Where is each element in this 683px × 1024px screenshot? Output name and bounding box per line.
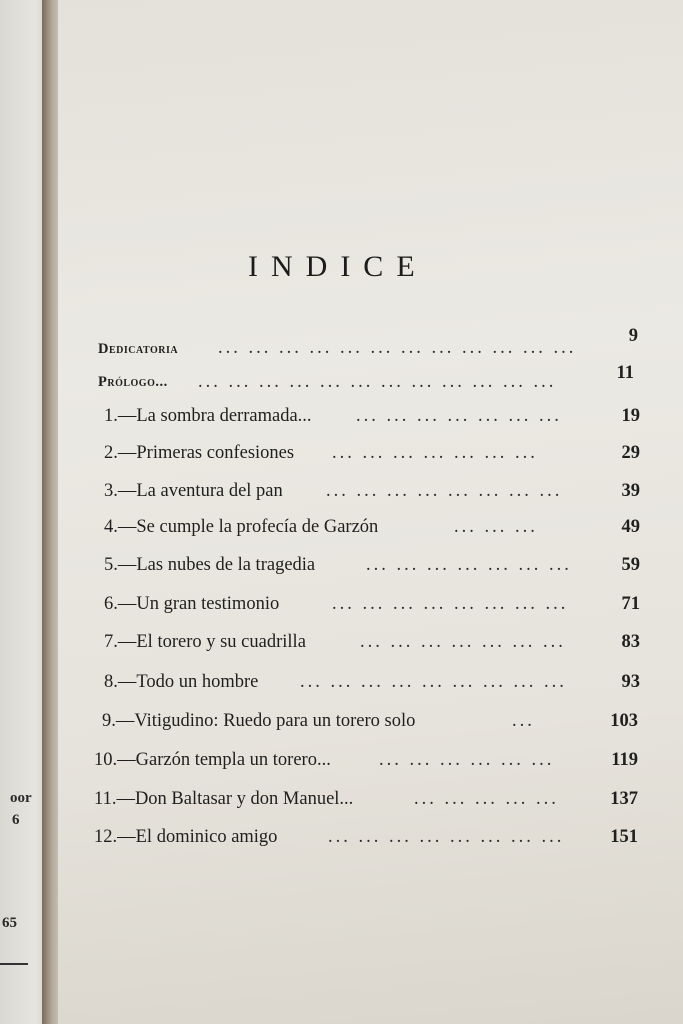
toc-leader-dots: ... ... ... ... ... ... xyxy=(379,750,555,770)
toc-entry-label: Prólogo... xyxy=(98,374,168,390)
toc-entry-label: 5.—Las nubes de la tragedia xyxy=(104,555,316,575)
toc-entry-label: 1.—La sombra derramada... xyxy=(104,406,312,426)
page-title: INDICE xyxy=(248,250,428,283)
toc-page-number: 71 xyxy=(621,594,640,614)
toc-entry-label: 11.—Don Baltasar y don Manuel... xyxy=(94,789,354,809)
toc-entry-label: 12.—El dominico amigo xyxy=(94,827,278,847)
toc-entry xyxy=(94,789,638,819)
toc-leader-dots: ... ... ... ... ... ... ... xyxy=(356,406,562,426)
toc-entry xyxy=(98,363,634,402)
left-page-fragment: oor xyxy=(10,790,32,806)
toc-entry xyxy=(104,555,640,585)
index-page xyxy=(58,0,683,1024)
toc-entry-label: 9.—Vitigudino: Ruedo para un torero solo xyxy=(102,711,416,731)
toc-page-number: 39 xyxy=(621,481,640,501)
toc-entry-label: 4.—Se cumple la profecía de Garzón xyxy=(104,517,379,537)
toc-page-number: 9 xyxy=(628,326,638,346)
left-page-rule xyxy=(0,963,28,965)
toc-entry-label: 10.—Garzón templa un torero... xyxy=(94,750,331,770)
toc-entry-label: 7.—El torero y su cuadrilla xyxy=(104,632,306,652)
toc-entry-label: Dedicatoria xyxy=(98,341,179,357)
left-page-fragment: 6 xyxy=(12,812,20,828)
toc-leader-dots: ... ... ... ... ... ... ... ... ... ... ... ... xyxy=(218,338,577,358)
toc-entry xyxy=(98,326,638,368)
toc-entry xyxy=(104,672,640,702)
toc-page-number: 151 xyxy=(610,827,638,847)
toc-page-number: 93 xyxy=(621,672,640,692)
toc-page-number: 59 xyxy=(621,555,640,575)
toc-entry-label: 8.—Todo un hombre xyxy=(104,672,259,692)
toc-leader-dots: ... ... ... ... ... ... ... xyxy=(360,632,566,652)
toc-leader-dots: ... ... ... ... ... ... ... ... xyxy=(326,481,563,501)
toc-leader-dots: ... ... ... ... ... ... ... xyxy=(366,555,572,575)
toc-leader-dots: ... ... ... ... ... xyxy=(414,789,559,809)
toc-entry-label: 3.—La aventura del pan xyxy=(104,481,283,501)
toc-page-number: 19 xyxy=(621,406,640,426)
toc-page-number: 29 xyxy=(621,443,640,463)
toc-entry-label: 6.—Un gran testimonio xyxy=(104,594,280,614)
toc-entry-label: 2.—Primeras confesiones xyxy=(104,443,295,463)
toc-page-number: 103 xyxy=(610,711,638,731)
left-page-fragment: 65 xyxy=(2,915,17,931)
toc-page-number: 83 xyxy=(621,632,640,652)
toc-leader-dots: ... ... ... xyxy=(454,517,538,537)
toc-page-number: 119 xyxy=(611,750,638,770)
toc-entry xyxy=(104,443,640,473)
toc-entry xyxy=(104,406,640,436)
toc-entry xyxy=(94,827,638,857)
toc-leader-dots: ... ... ... ... ... ... ... ... xyxy=(328,827,565,847)
toc-page-number: 49 xyxy=(621,517,640,537)
toc-entry xyxy=(104,594,640,624)
toc-page-number: 11 xyxy=(616,363,634,383)
toc-leader-dots: ... ... ... ... ... ... ... xyxy=(332,443,538,463)
toc-entry xyxy=(104,632,640,662)
toc-entry xyxy=(104,517,640,547)
toc-leader-dots: ... ... ... ... ... ... ... ... ... xyxy=(300,672,567,692)
toc-leader-dots: ... ... ... ... ... ... ... ... xyxy=(332,594,569,614)
toc-entry xyxy=(102,711,638,741)
toc-page-number: 137 xyxy=(610,789,638,809)
toc-leader-dots: ... ... ... ... ... ... ... ... ... ... ... ... xyxy=(198,372,557,392)
toc-entry xyxy=(94,750,638,780)
toc-entry xyxy=(104,481,640,511)
toc-leader-dots: ... xyxy=(512,711,535,731)
